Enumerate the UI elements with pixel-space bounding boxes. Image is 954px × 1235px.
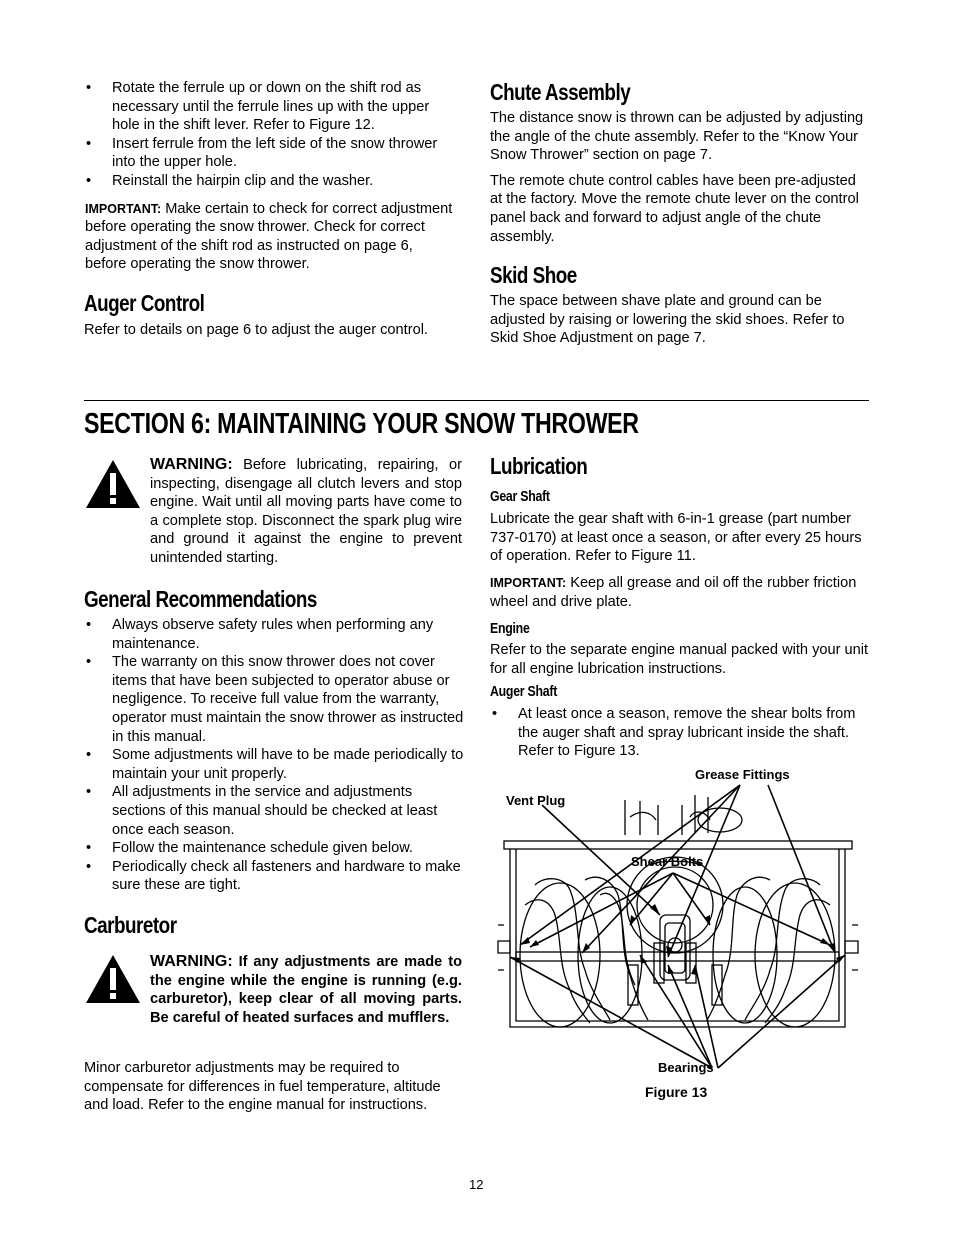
figure-caption: Figure 13 [645,1084,708,1100]
section-divider [84,400,869,401]
chute-assembly-heading: Chute Assembly [490,79,631,105]
warning-text: Before lubricating, repairing, or inspecting, disengage all clutch levers and stop engine. Wait until all moving parts have come to a complete stop. Disconnect the spark plug wire and ground it against the engine to prevent unintended starting. [150,457,462,566]
important-text: Make certain to check for correct adjustment before operating the snow thrower. Check for correct adjustment of the shift rod as instructed on page 6, before operating the snow thrower. [85,200,453,273]
lubrication-heading-wrap [490,452,609,480]
carburetor-text: Minor carburetor adjustments may be required to compensate for differences in fuel temperature, altitude and load. Refer to the engine manual for instructions. [84,1060,441,1114]
warning-triangle-icon [84,953,142,1005]
general-recommendations-heading: General Recommendations [84,586,317,612]
gear-shaft-heading-wrap [490,488,560,506]
warning-label: WARNING: [150,456,233,473]
auger-shaft-list [491,705,871,761]
grease-fittings-label: Grease Fittings [695,767,790,782]
list-item: • At least once a season, remove the shear bolts from the auger shaft and spray lubricant inside the shaft. Refer to Figure 13. [491,705,871,761]
shear-bolts-label: Shear Bolts [631,854,704,869]
warning-triangle-icon [84,458,142,510]
auger-diagram [490,765,870,1085]
list-item: • Some adjustments will have to be made periodically to maintain your unit properly. [85,746,465,783]
auger-shaft-heading-wrap [490,683,569,701]
skid-shoe-text: The space between shave plate and ground can be adjusted by raising or lowering the skid shoes. Refer to Skid Shoe Adjustment on page 7. [490,293,845,347]
list-item: • The warranty on this snow thrower does not cover items that have been subjected to operator abuse or negligence. To receive full value from the warranty, operator must maintain the snow thrower as instructed in this manual. [85,653,465,746]
list-item: • All adjustments in the service and adjustments sections of this manual should be checked at least once each season. [85,783,465,839]
skid-heading-wrap [490,261,596,289]
important-label: IMPORTANT: [490,576,567,590]
chute-heading-wrap [490,78,661,106]
warning-lubrication [150,456,462,568]
gear-shaft-text: Lubricate the gear shaft with 6-in-1 grease (part number 737-0170) at least once a season, or after every 25 hours of operation. Refer to Figure 11. [490,511,862,565]
auger-control-heading: Auger Control [84,290,205,316]
lubrication-heading: Lubrication [490,453,588,479]
ferrule-steps-list [85,79,458,191]
warning-carburetor [150,953,462,1027]
skid-shoe-heading: Skid Shoe [490,262,577,288]
important-text: Keep all grease and oil off the rubber friction wheel and drive plate. [490,575,857,610]
list-item: • Follow the maintenance schedule given below. [85,839,465,858]
engine-heading: Engine [490,621,530,637]
bearings-label: Bearings [658,1060,714,1075]
carburetor-heading-wrap [84,911,197,939]
auger-control-heading-wrap [84,289,231,317]
gear-shaft-heading: Gear Shaft [490,489,550,505]
top-left-column [85,79,458,274]
important-note [490,574,870,611]
warning-label: WARNING: [150,953,233,970]
list-item: • Always observe safety rules when performing any maintenance. [85,616,465,653]
auger-control-text: Refer to details on page 6 to adjust the auger control. [84,322,428,338]
chute-text-block [490,109,870,246]
important-note [85,200,458,274]
important-label: IMPORTANT: [85,201,162,216]
warning-text: If any adjustments are made to the engine while the engine is running (e.g. carburetor), keep clear of all moving parts. Be careful of heated surfaces and mufflers. [150,954,462,1026]
section-title: SECTION 6: MAINTAINING YOUR SNOW THROWER [84,408,639,440]
chute-paragraph-1: The distance snow is thrown can be adjusted by adjusting the angle of the chute assembly. Refer to the “Know Your Snow Thrower” section on page 7. [490,110,864,164]
list-item: • Rotate the ferrule up or down on the shift rod as necessary until the ferrule lines up with the upper hole in the shift lever. Refer to Figure 12. [85,79,458,135]
vent-plug-label: Vent Plug [506,793,566,808]
chute-paragraph-2: The remote chute control cables have been pre-adjusted at the factory. Move the remote chute lever on the control panel back and forward to adjust angle of the chute assembly. [490,172,859,245]
list-item: • Reinstall the hairpin clip and the washer. [85,172,458,191]
auger-shaft-heading: Auger Shaft [490,684,558,700]
engine-text: Refer to the separate engine manual packed with your unit for all engine lubrication instructions. [490,642,869,677]
list-item: • Insert ferrule from the left side of the snow thrower into the upper hole. [85,135,458,172]
list-item: • Periodically check all fasteners and hardware to make sure these are tight. [85,858,465,895]
carburetor-heading: Carburetor [84,912,177,938]
general-heading-wrap [84,585,368,613]
general-recommendations-list [85,616,465,895]
engine-heading-wrap [490,620,537,638]
page-number: 12 [469,1177,484,1192]
